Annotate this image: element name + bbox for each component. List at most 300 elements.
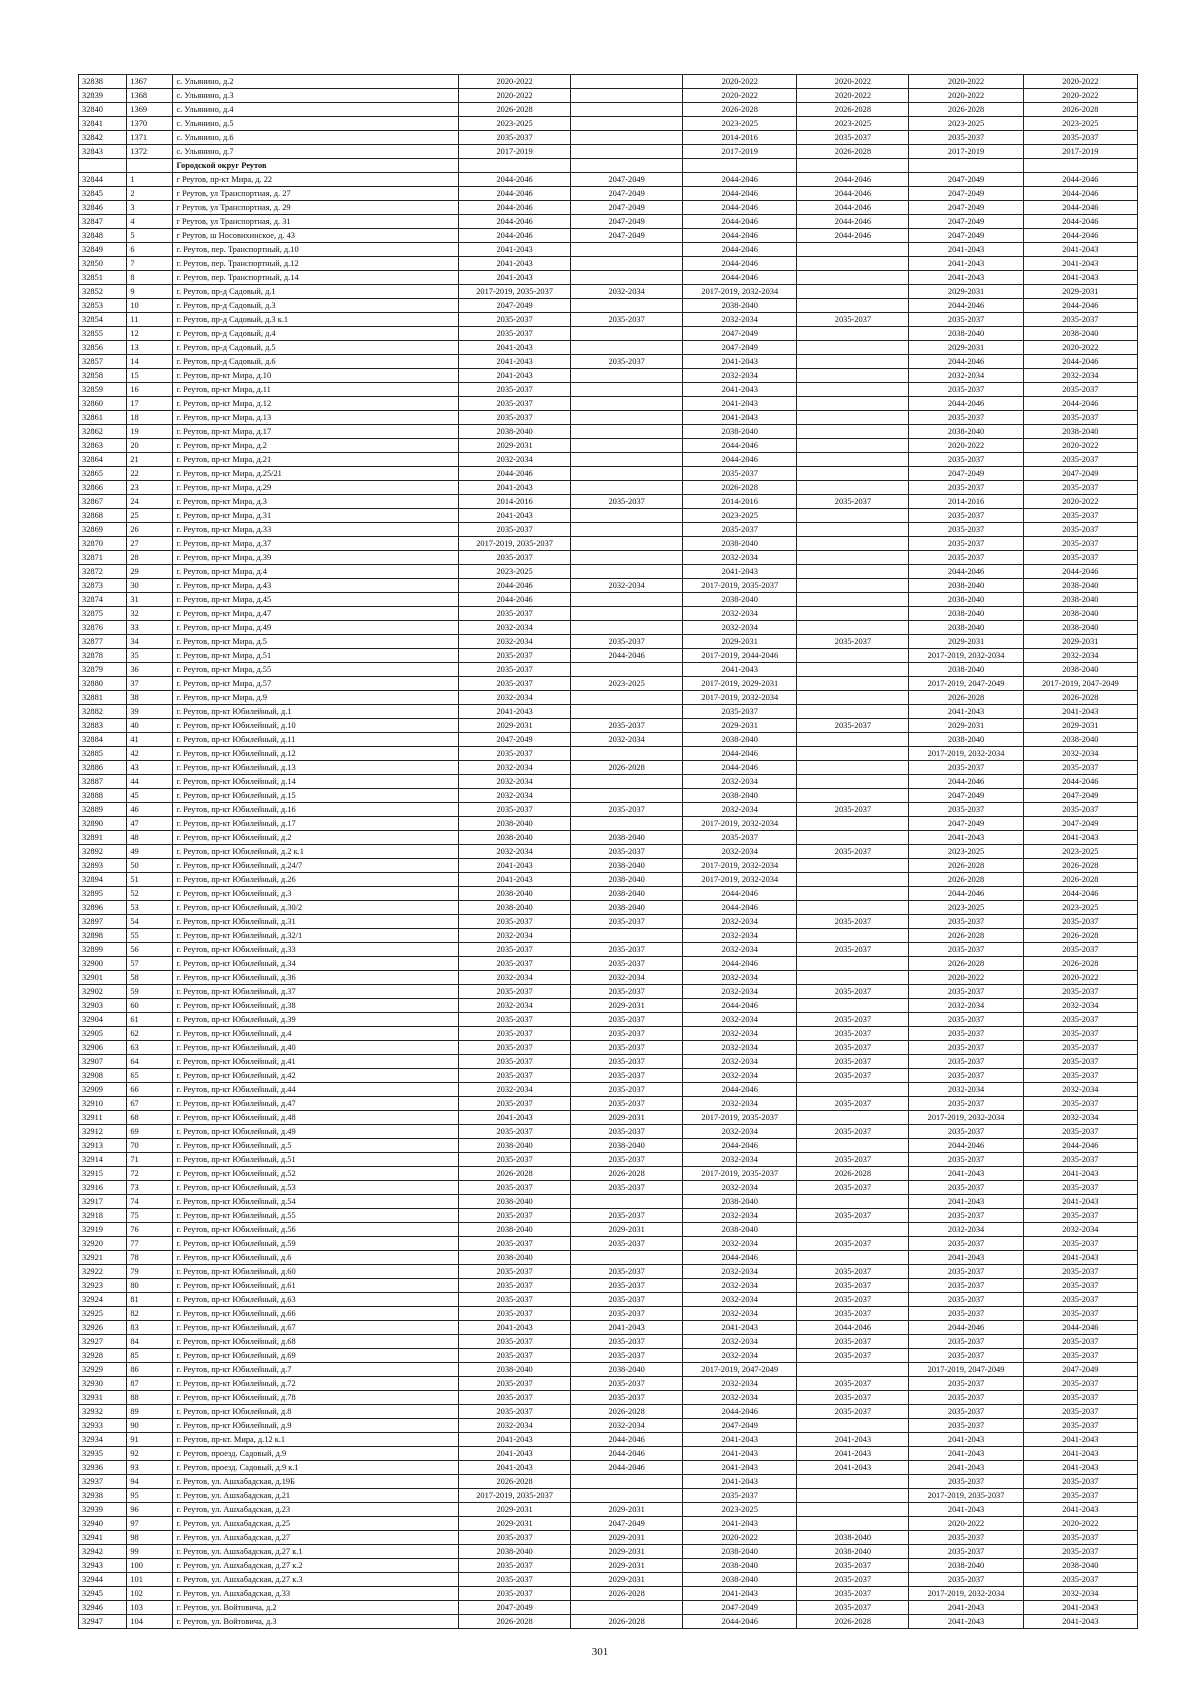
cell-row-id: 32931: [79, 1391, 127, 1405]
cell-year-col-1: 2035-2037: [459, 957, 571, 971]
cell-year-col-4: 2044-2046: [797, 229, 909, 243]
cell-year-col-4: [797, 873, 909, 887]
cell-year-col-6: 2032-2034: [1023, 1083, 1137, 1097]
cell-row-id: 32942: [79, 1545, 127, 1559]
table-row: [79, 873, 1138, 887]
table-row: [79, 1377, 1138, 1391]
cell-row-number: 65: [127, 1069, 173, 1083]
cell-row-id: 32860: [79, 397, 127, 411]
cell-year-col-5: 2026-2028: [909, 691, 1023, 705]
cell-year-col-5: 2041-2043: [909, 1447, 1023, 1461]
cell-year-col-2: [571, 425, 683, 439]
cell-year-col-1: 2017-2019, 2035-2037: [459, 285, 571, 299]
table-row: [79, 971, 1138, 985]
cell-row-id: 32935: [79, 1447, 127, 1461]
cell-year-col-6: 2026-2028: [1023, 929, 1137, 943]
cell-year-col-4: [797, 593, 909, 607]
cell-year-col-5: 2044-2046: [909, 355, 1023, 369]
table-row: [79, 1167, 1138, 1181]
cell-row-id: 32840: [79, 103, 127, 117]
cell-row-id: 32884: [79, 733, 127, 747]
cell-row-id: 32906: [79, 1041, 127, 1055]
cell-year-col-6: 2041-2043: [1023, 1251, 1137, 1265]
table-row: [79, 1069, 1138, 1083]
cell-row-number: 75: [127, 1209, 173, 1223]
cell-year-col-5: 2032-2034: [909, 1223, 1023, 1237]
cell-year-col-2: 2035-2037: [571, 1307, 683, 1321]
cell-row-id: 32936: [79, 1461, 127, 1475]
cell-year-col-6: 2032-2034: [1023, 747, 1137, 761]
cell-year-col-3: 2041-2043: [683, 1475, 797, 1489]
cell-row-number: 45: [127, 789, 173, 803]
cell-year-col-4: [797, 817, 909, 831]
cell-year-col-5: 2038-2040: [909, 607, 1023, 621]
cell-address: г. Реутов, пер. Транспортный, д.14: [173, 271, 459, 285]
table-row: [79, 1153, 1138, 1167]
cell-year-col-3: 2044-2046: [683, 999, 797, 1013]
cell-year-col-4: 2035-2037: [797, 1209, 909, 1223]
cell-year-col-1: 2041-2043: [459, 341, 571, 355]
cell-year-col-4: 2035-2037: [797, 1601, 909, 1615]
cell-row-number: 84: [127, 1335, 173, 1349]
cell-year-col-2: 2035-2037: [571, 1153, 683, 1167]
cell-year-col-3: 2017-2019, 2035-2037: [683, 1167, 797, 1181]
cell-year-col-5: 2041-2043: [909, 243, 1023, 257]
cell-year-col-6: 2047-2049: [1023, 467, 1137, 481]
cell-year-col-1: 2038-2040: [459, 1363, 571, 1377]
cell-year-col-1: 2032-2034: [459, 691, 571, 705]
cell-year-col-4: [797, 1489, 909, 1503]
cell-row-number: 40: [127, 719, 173, 733]
cell-year-col-5: 2032-2034: [909, 1083, 1023, 1097]
cell-year-col-1: 2026-2028: [459, 1615, 571, 1629]
cell-row-number: 70: [127, 1139, 173, 1153]
cell-year-col-4: [797, 859, 909, 873]
cell-year-col-6: 2038-2040: [1023, 663, 1137, 677]
cell-address: г. Реутов, пр-кт Юбилейный, д.72: [173, 1377, 459, 1391]
cell-row-number: 22: [127, 467, 173, 481]
cell-row-id: 32863: [79, 439, 127, 453]
cell-year-col-2: 2035-2037: [571, 1055, 683, 1069]
cell-row-id: 32890: [79, 817, 127, 831]
cell-row-id: 32857: [79, 355, 127, 369]
cell-year-col-2: 2035-2037: [571, 1391, 683, 1405]
cell-year-col-6: 2044-2046: [1023, 201, 1137, 215]
cell-year-col-2: 2029-2031: [571, 1111, 683, 1125]
cell-year-col-5: 2029-2031: [909, 635, 1023, 649]
cell-row-number: 1370: [127, 117, 173, 131]
table-row: [79, 1335, 1138, 1349]
cell-year-col-6: 2044-2046: [1023, 775, 1137, 789]
table-row: [79, 957, 1138, 971]
cell-year-col-2: 2026-2028: [571, 1587, 683, 1601]
cell-row-number: 11: [127, 313, 173, 327]
cell-row-number: 1369: [127, 103, 173, 117]
table-row: [79, 901, 1138, 915]
cell-year-col-1: 2035-2037: [459, 383, 571, 397]
cell-year-col-5: 2035-2037: [909, 509, 1023, 523]
table-row: [79, 1013, 1138, 1027]
cell-year-col-2: 2035-2037: [571, 1237, 683, 1251]
cell-row-number: 12: [127, 327, 173, 341]
cell-year-col-3: 2044-2046: [683, 453, 797, 467]
table-row: [79, 775, 1138, 789]
cell-address: г. Реутов, пр-кт Юбилейный, д.67: [173, 1321, 459, 1335]
table-row: [79, 1363, 1138, 1377]
cell-row-id: 32947: [79, 1615, 127, 1629]
table-row: [79, 1027, 1138, 1041]
cell-year-col-2: 2038-2040: [571, 1363, 683, 1377]
cell-row-number: 63: [127, 1041, 173, 1055]
cell-year-col-6: 2020-2022: [1023, 341, 1137, 355]
cell-year-col-1: 2044-2046: [459, 593, 571, 607]
cell-row-number: 100: [127, 1559, 173, 1573]
cell-year-col-1: 2032-2034: [459, 929, 571, 943]
cell-year-col-5: 2017-2019, 2032-2034: [909, 1111, 1023, 1125]
cell-year-col-1: 2038-2040: [459, 901, 571, 915]
cell-year-col-2: [571, 467, 683, 481]
cell-year-col-2: 2044-2046: [571, 1461, 683, 1475]
cell-year-col-2: [571, 159, 683, 173]
cell-year-col-1: 2017-2019, 2035-2037: [459, 1489, 571, 1503]
table-row: [79, 89, 1138, 103]
cell-year-col-1: 2035-2037: [459, 411, 571, 425]
cell-year-col-4: [797, 1475, 909, 1489]
cell-year-col-1: 2035-2037: [459, 1237, 571, 1251]
cell-year-col-5: 2044-2046: [909, 1321, 1023, 1335]
cell-year-col-2: 2035-2037: [571, 803, 683, 817]
cell-year-col-2: 2035-2037: [571, 1349, 683, 1363]
cell-row-id: 32846: [79, 201, 127, 215]
cell-year-col-1: 2035-2037: [459, 1027, 571, 1041]
table-row: [79, 929, 1138, 943]
cell-year-col-2: [571, 1251, 683, 1265]
cell-year-col-1: 2041-2043: [459, 257, 571, 271]
cell-row-number: 99: [127, 1545, 173, 1559]
cell-year-col-3: 2032-2034: [683, 775, 797, 789]
cell-year-col-6: 2035-2037: [1023, 1013, 1137, 1027]
cell-row-id: 32838: [79, 75, 127, 89]
cell-year-col-6: 2038-2040: [1023, 733, 1137, 747]
cell-address: с. Ульянино, д.4: [173, 103, 459, 117]
cell-year-col-3: 2035-2037: [683, 467, 797, 481]
schedule-table-body: [79, 75, 1138, 1629]
cell-row-id: 32858: [79, 369, 127, 383]
cell-address: г. Реутов, пр-кт Мира, д.3: [173, 495, 459, 509]
table-row: [79, 271, 1138, 285]
cell-address: г. Реутов, пр-кт Юбилейный, д.66: [173, 1307, 459, 1321]
cell-year-col-5: 2029-2031: [909, 341, 1023, 355]
cell-year-col-4: [797, 551, 909, 565]
cell-year-col-2: 2035-2037: [571, 1041, 683, 1055]
cell-year-col-4: [797, 369, 909, 383]
cell-year-col-6: 2026-2028: [1023, 859, 1137, 873]
cell-year-col-6: 2035-2037: [1023, 481, 1137, 495]
cell-year-col-6: 2035-2037: [1023, 1349, 1137, 1363]
table-row: [79, 999, 1138, 1013]
cell-row-id: 32907: [79, 1055, 127, 1069]
cell-year-col-3: 2017-2019: [683, 145, 797, 159]
cell-year-col-1: 2035-2037: [459, 1349, 571, 1363]
cell-year-col-3: 2014-2016: [683, 131, 797, 145]
cell-year-col-6: [1023, 159, 1137, 173]
cell-year-col-6: 2035-2037: [1023, 1307, 1137, 1321]
cell-address: г. Реутов, пр-кт Мира, д.25/21: [173, 467, 459, 481]
table-row: [79, 1251, 1138, 1265]
cell-year-col-1: 2032-2034: [459, 789, 571, 803]
cell-year-col-3: 2047-2049: [683, 327, 797, 341]
cell-year-col-6: 2041-2043: [1023, 1433, 1137, 1447]
cell-row-number: 80: [127, 1279, 173, 1293]
cell-row-id: 32881: [79, 691, 127, 705]
cell-year-col-4: 2026-2028: [797, 145, 909, 159]
cell-year-col-2: 2032-2034: [571, 971, 683, 985]
cell-row-id: 32946: [79, 1601, 127, 1615]
cell-year-col-5: 2035-2037: [909, 453, 1023, 467]
cell-row-id: 32889: [79, 803, 127, 817]
cell-year-col-6: 2035-2037: [1023, 1531, 1137, 1545]
cell-year-col-4: [797, 1363, 909, 1377]
cell-year-col-1: 2041-2043: [459, 705, 571, 719]
table-row: [79, 439, 1138, 453]
cell-year-col-1: 2035-2037: [459, 327, 571, 341]
cell-row-id: 32915: [79, 1167, 127, 1181]
cell-year-col-2: [571, 257, 683, 271]
cell-row-id: 32845: [79, 187, 127, 201]
cell-year-col-5: 2017-2019, 2047-2049: [909, 677, 1023, 691]
cell-row-number: 98: [127, 1531, 173, 1545]
cell-year-col-4: 2035-2037: [797, 985, 909, 999]
cell-row-id: 32849: [79, 243, 127, 257]
cell-row-id: 32943: [79, 1559, 127, 1573]
cell-year-col-3: 2041-2043: [683, 565, 797, 579]
cell-year-col-3: 2017-2019, 2032-2034: [683, 873, 797, 887]
cell-address: г. Реутов, пр-д Садовый, д.4: [173, 327, 459, 341]
cell-year-col-6: 2044-2046: [1023, 299, 1137, 313]
cell-address: г. Реутов, пр-кт Мира, д.2: [173, 439, 459, 453]
cell-year-col-1: 2038-2040: [459, 817, 571, 831]
cell-year-col-1: 2035-2037: [459, 1097, 571, 1111]
cell-year-col-1: 2035-2037: [459, 1181, 571, 1195]
cell-year-col-5: 2023-2025: [909, 845, 1023, 859]
cell-row-id: 32925: [79, 1307, 127, 1321]
cell-row-id: 32945: [79, 1587, 127, 1601]
cell-year-col-1: 2029-2031: [459, 439, 571, 453]
cell-year-col-4: 2035-2037: [797, 1307, 909, 1321]
table-row: [79, 761, 1138, 775]
cell-year-col-4: 2035-2037: [797, 1069, 909, 1083]
cell-year-col-6: 2023-2025: [1023, 845, 1137, 859]
cell-year-col-5: 2035-2037: [909, 1013, 1023, 1027]
cell-year-col-4: 2026-2028: [797, 1167, 909, 1181]
cell-row-id: [79, 159, 127, 173]
cell-year-col-4: [797, 649, 909, 663]
cell-year-col-3: 2023-2025: [683, 509, 797, 523]
cell-row-number: 102: [127, 1587, 173, 1601]
cell-year-col-3: 2038-2040: [683, 1223, 797, 1237]
cell-year-col-6: 2035-2037: [1023, 313, 1137, 327]
cell-year-col-3: 2032-2034: [683, 621, 797, 635]
cell-year-col-2: 2029-2031: [571, 1573, 683, 1587]
cell-row-id: 32856: [79, 341, 127, 355]
table-row: [79, 1083, 1138, 1097]
cell-year-col-2: [571, 789, 683, 803]
cell-row-number: 1: [127, 173, 173, 187]
cell-year-col-6: 2035-2037: [1023, 551, 1137, 565]
table-row: [79, 565, 1138, 579]
table-row: [79, 1237, 1138, 1251]
table-row: [79, 1587, 1138, 1601]
cell-year-col-2: 2038-2040: [571, 887, 683, 901]
cell-year-col-4: [797, 621, 909, 635]
cell-year-col-3: 2032-2034: [683, 1237, 797, 1251]
cell-row-number: 27: [127, 537, 173, 551]
cell-year-col-1: 2035-2037: [459, 1265, 571, 1279]
cell-year-col-4: [797, 327, 909, 341]
cell-year-col-5: 2038-2040: [909, 579, 1023, 593]
table-row: [79, 579, 1138, 593]
cell-year-col-1: 2035-2037: [459, 607, 571, 621]
cell-year-col-3: 2038-2040: [683, 1195, 797, 1209]
cell-row-number: 46: [127, 803, 173, 817]
cell-row-id: 32843: [79, 145, 127, 159]
cell-row-id: 32850: [79, 257, 127, 271]
cell-row-id: 32939: [79, 1503, 127, 1517]
table-row: [79, 1405, 1138, 1419]
cell-row-number: 87: [127, 1377, 173, 1391]
cell-address: г. Реутов, ул. Ашхабадская, д.27 к.3: [173, 1573, 459, 1587]
cell-year-col-4: 2020-2022: [797, 75, 909, 89]
cell-row-id: 32872: [79, 565, 127, 579]
cell-year-col-2: [571, 691, 683, 705]
cell-year-col-4: [797, 971, 909, 985]
cell-row-number: 42: [127, 747, 173, 761]
table-row: [79, 1503, 1138, 1517]
cell-year-col-4: [797, 299, 909, 313]
cell-row-id: 32888: [79, 789, 127, 803]
cell-year-col-4: [797, 243, 909, 257]
cell-year-col-4: [797, 523, 909, 537]
cell-year-col-5: 2035-2037: [909, 1405, 1023, 1419]
cell-year-col-5: 2035-2037: [909, 523, 1023, 537]
cell-row-id: 32916: [79, 1181, 127, 1195]
cell-row-number: 79: [127, 1265, 173, 1279]
cell-year-col-5: 2020-2022: [909, 971, 1023, 985]
cell-year-col-3: 2017-2019, 2032-2034: [683, 859, 797, 873]
cell-row-number: 19: [127, 425, 173, 439]
cell-year-col-4: 2038-2040: [797, 1545, 909, 1559]
cell-row-number: 77: [127, 1237, 173, 1251]
table-row: [79, 887, 1138, 901]
cell-row-number: 31: [127, 593, 173, 607]
cell-row-id: 32938: [79, 1489, 127, 1503]
cell-row-id: 32876: [79, 621, 127, 635]
cell-row-id: 32844: [79, 173, 127, 187]
cell-year-col-4: [797, 831, 909, 845]
cell-year-col-2: 2038-2040: [571, 831, 683, 845]
cell-year-col-4: 2044-2046: [797, 187, 909, 201]
cell-year-col-2: 2035-2037: [571, 1181, 683, 1195]
cell-row-id: 32944: [79, 1573, 127, 1587]
cell-year-col-4: [797, 565, 909, 579]
cell-address: с. Ульянино, д.3: [173, 89, 459, 103]
table-row: [79, 341, 1138, 355]
cell-address: г. Реутов, пр-кт Юбилейный, д.40: [173, 1041, 459, 1055]
cell-row-id: 32880: [79, 677, 127, 691]
cell-address: г. Реутов, пр-кт Юбилейный, д.2 к.1: [173, 845, 459, 859]
cell-year-col-6: 2035-2037: [1023, 1209, 1137, 1223]
cell-row-number: 85: [127, 1349, 173, 1363]
table-row: [79, 1181, 1138, 1195]
cell-year-col-3: 2044-2046: [683, 243, 797, 257]
cell-year-col-4: 2035-2037: [797, 1293, 909, 1307]
cell-row-id: 32893: [79, 859, 127, 873]
cell-year-col-1: 2035-2037: [459, 1293, 571, 1307]
cell-year-col-4: 2035-2037: [797, 1587, 909, 1601]
cell-row-number: 26: [127, 523, 173, 537]
cell-year-col-4: 2035-2037: [797, 1573, 909, 1587]
cell-row-id: 32859: [79, 383, 127, 397]
cell-year-col-6: 2035-2037: [1023, 383, 1137, 397]
cell-year-col-1: 2035-2037: [459, 747, 571, 761]
cell-year-col-3: 2038-2040: [683, 537, 797, 551]
cell-row-number: 89: [127, 1405, 173, 1419]
cell-year-col-2: [571, 131, 683, 145]
cell-year-col-6: 2038-2040: [1023, 327, 1137, 341]
table-row: [79, 425, 1138, 439]
cell-year-col-3: 2041-2043: [683, 397, 797, 411]
cell-year-col-1: 2041-2043: [459, 859, 571, 873]
cell-year-col-6: 2041-2043: [1023, 271, 1137, 285]
cell-row-id: 32861: [79, 411, 127, 425]
cell-year-col-2: 2035-2037: [571, 1335, 683, 1349]
cell-row-number: 60: [127, 999, 173, 1013]
cell-row-id: 32842: [79, 131, 127, 145]
cell-year-col-6: 2035-2037: [1023, 1279, 1137, 1293]
cell-year-col-3: 2032-2034: [683, 1153, 797, 1167]
cell-year-col-5: 2035-2037: [909, 943, 1023, 957]
cell-year-col-2: 2038-2040: [571, 873, 683, 887]
cell-year-col-2: [571, 621, 683, 635]
cell-year-col-2: [571, 453, 683, 467]
cell-year-col-5: 2017-2019, 2032-2034: [909, 1587, 1023, 1601]
cell-year-col-3: 2044-2046: [683, 215, 797, 229]
cell-year-col-2: 2044-2046: [571, 1447, 683, 1461]
cell-row-number: 72: [127, 1167, 173, 1181]
cell-year-col-1: 2041-2043: [459, 243, 571, 257]
cell-year-col-6: 2020-2022: [1023, 89, 1137, 103]
cell-address: г. Реутов, пр-кт Мира, д.39: [173, 551, 459, 565]
cell-year-col-2: 2035-2037: [571, 1293, 683, 1307]
cell-year-col-3: 2020-2022: [683, 75, 797, 89]
cell-year-col-2: [571, 817, 683, 831]
cell-row-number: 101: [127, 1573, 173, 1587]
cell-address: г. Реутов, ул. Ашхабадская, д.21: [173, 1489, 459, 1503]
cell-row-number: 44: [127, 775, 173, 789]
cell-year-col-3: 2032-2034: [683, 369, 797, 383]
cell-year-col-3: 2023-2025: [683, 117, 797, 131]
cell-row-id: 32887: [79, 775, 127, 789]
cell-row-number: 64: [127, 1055, 173, 1069]
cell-year-col-2: 2047-2049: [571, 187, 683, 201]
cell-year-col-4: 2035-2037: [797, 1181, 909, 1195]
cell-year-col-6: 2029-2031: [1023, 635, 1137, 649]
cell-address: г. Реутов, проезд. Садовый, д.9 к.1: [173, 1461, 459, 1475]
cell-year-col-4: [797, 1503, 909, 1517]
table-row: [79, 705, 1138, 719]
cell-address: г. Реутов, пр-кт Юбилейный, д.5: [173, 1139, 459, 1153]
cell-year-col-5: 2041-2043: [909, 1601, 1023, 1615]
